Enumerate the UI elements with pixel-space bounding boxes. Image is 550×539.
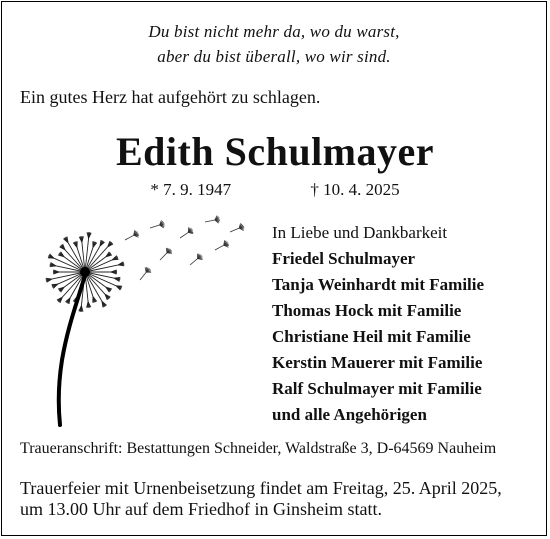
- quote-line-2: aber du bist überall, wo wir sind.: [157, 47, 391, 66]
- death-date: † 10. 4. 2025: [310, 180, 400, 199]
- deceased-name: Edith Schulmayer: [115, 129, 435, 174]
- mourning-address: Traueranschrift: Bestattungen Schneider, Waldstraße 3, D-64569 Nauheim: [20, 440, 497, 457]
- quote-line-1: Du bist nicht mehr da, wo du warst,: [148, 22, 400, 41]
- intro-text: Ein gutes Herz hat aufgehört zu schlagen.: [20, 87, 321, 107]
- mourner-name: Thomas Hock mit Familie: [272, 301, 462, 320]
- ceremony-line-2: um 13.00 Uhr auf dem Friedhof in Ginsheim statt.: [20, 499, 382, 519]
- mourner-name: Tanja Weinhardt mit Familie: [272, 275, 485, 294]
- mourner-name: und alle Angehörigen: [272, 405, 427, 424]
- mourners-list: [272, 220, 484, 428]
- dandelion-icon: [30, 210, 250, 430]
- ceremony-line-1: Trauerfeier mit Urnenbeisetzung findet am Freitag, 25. April 2025,: [20, 478, 502, 498]
- birth-date: * 7. 9. 1947: [150, 180, 232, 199]
- mourner-name: Ralf Schulmayer mit Familie: [272, 379, 482, 398]
- life-dates: [0, 180, 550, 200]
- mourner-name: Christiane Heil mit Familie: [272, 327, 471, 346]
- mourner-name: Friedel Schulmayer: [272, 249, 416, 268]
- mourners-heading: In Liebe und Dankbarkeit: [272, 223, 448, 242]
- mourner-name: Kerstin Mauerer mit Familie: [272, 353, 483, 372]
- ceremony-info: [20, 478, 502, 520]
